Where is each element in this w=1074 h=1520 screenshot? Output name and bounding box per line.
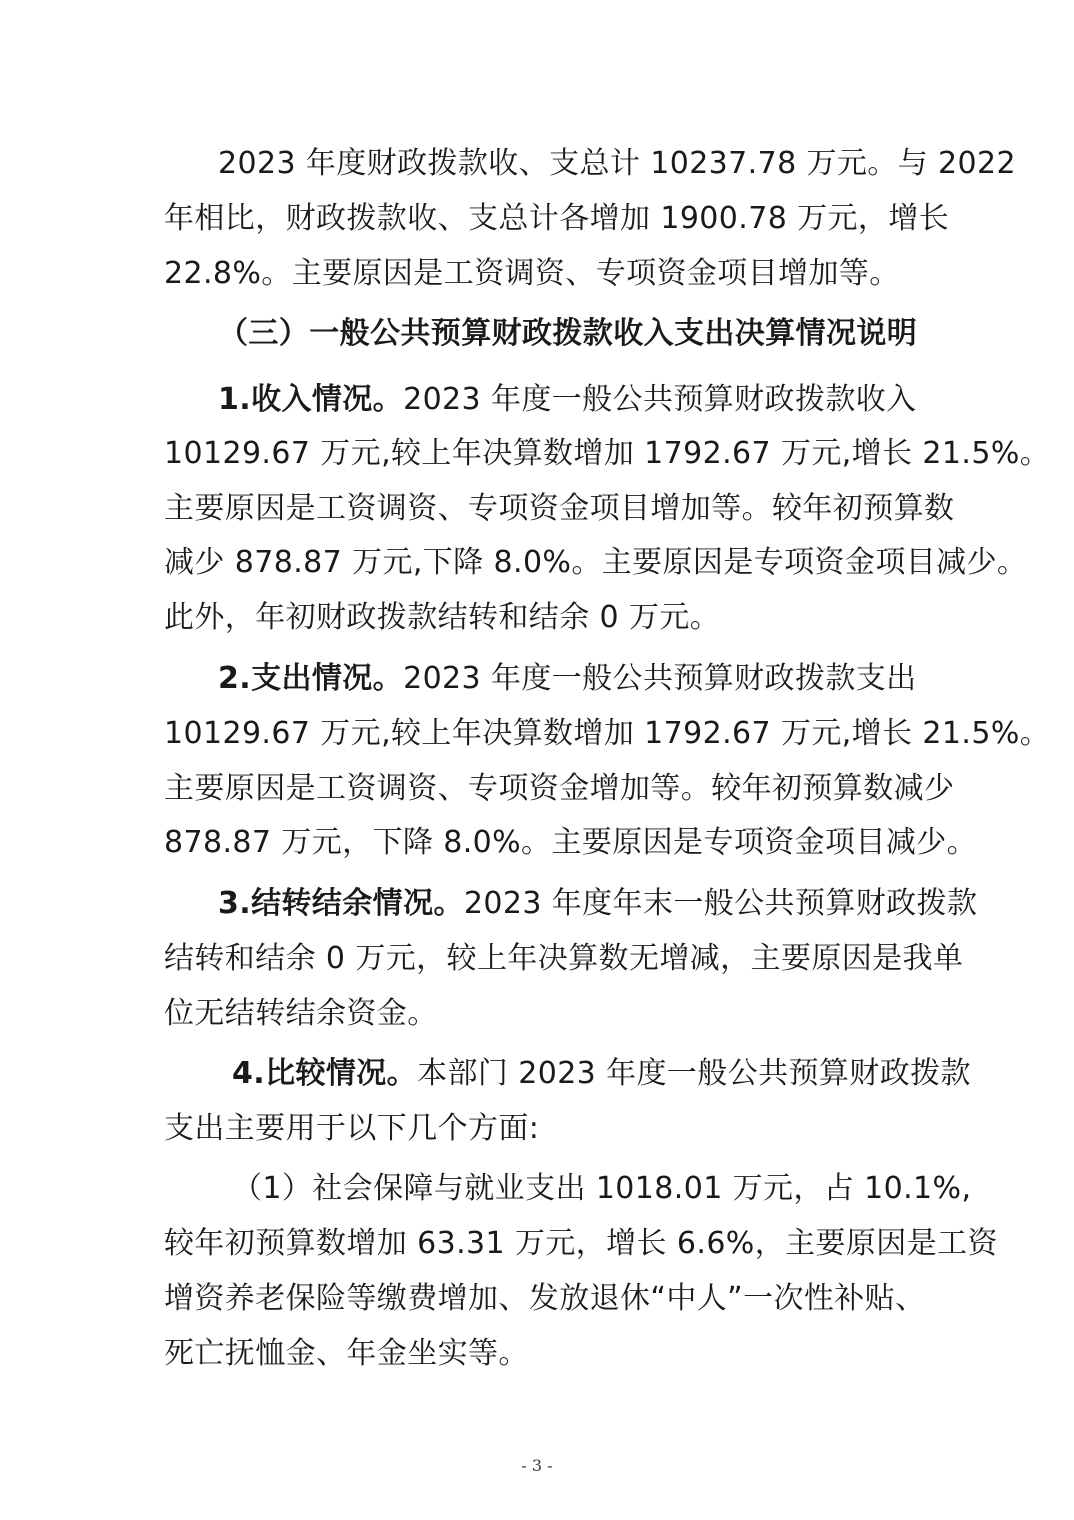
expense-line3: 主要原因是工资调资、专项资金增加等。较年初预算数减少 bbox=[164, 771, 955, 806]
item1-line3: 增资养老保险等缴费增加、发放退休“中人”一次性补贴、 bbox=[164, 1281, 926, 1316]
carryover-label: 3.结转结余情况。 bbox=[218, 886, 464, 921]
carryover-line2: 结转和结余 0 万元，较上年决算数无增减，主要原因是我单 bbox=[164, 941, 964, 976]
income-line4: 减少 878.87 万元,下降 8.0%。主要原因是专项资金项目减少。 bbox=[164, 545, 1028, 580]
income-line5: 此外，年初财政拨款结转和结余 0 万元。 bbox=[164, 600, 721, 635]
item1-line4: 死亡抚恤金、年金坐实等。 bbox=[164, 1336, 529, 1371]
para1-line2: 年相比，财政拨款收、支总计各增加 1900.78 万元，增长 bbox=[164, 201, 950, 236]
carryover-line3: 位无结转结余资金。 bbox=[164, 996, 438, 1031]
item1-line2: 较年初预算数增加 63.31 万元，增长 6.6%，主要原因是工资 bbox=[164, 1226, 998, 1261]
expense-line1 bbox=[218, 661, 917, 697]
income-label: 1.收入情况。 bbox=[218, 382, 404, 417]
para1-line3: 22.8%。主要原因是工资调资、专项资金项目增加等。 bbox=[164, 256, 900, 291]
carryover-line1 bbox=[218, 886, 978, 922]
page-number: - 3 - bbox=[521, 1456, 553, 1475]
expense-line1-text: 2023 年度一般公共预算财政拨款支出 bbox=[403, 661, 917, 696]
expense-line2: 10129.67 万元,较上年决算数增加 1792.67 万元,增长 21.5%。 bbox=[164, 716, 1051, 751]
income-line1-text: 2023 年度一般公共预算财政拨款收入 bbox=[403, 382, 917, 417]
income-line2: 10129.67 万元,较上年决算数增加 1792.67 万元,增长 21.5%。 bbox=[164, 436, 1051, 471]
section-heading: （三）一般公共预算财政拨款收入支出决算情况说明 bbox=[218, 316, 918, 351]
income-line1 bbox=[218, 382, 917, 418]
compare-line1 bbox=[232, 1056, 971, 1092]
compare-line2: 支出主要用于以下几个方面: bbox=[164, 1111, 540, 1146]
compare-line1-text: 本部门 2023 年度一般公共预算财政拨款 bbox=[417, 1056, 971, 1091]
income-line3: 主要原因是工资调资、专项资金项目增加等。较年初预算数 bbox=[164, 491, 955, 526]
compare-label: 4.比较情况。 bbox=[232, 1056, 418, 1091]
expense-line4: 878.87 万元，下降 8.0%。主要原因是专项资金项目减少。 bbox=[164, 825, 978, 860]
carryover-line1-text: 2023 年度年末一般公共预算财政拨款 bbox=[463, 886, 978, 921]
item1-line1: （1）社会保障与就业支出 1018.01 万元，占 10.1%, bbox=[232, 1171, 972, 1206]
expense-label: 2.支出情况。 bbox=[218, 661, 404, 696]
para1-line1: 2023 年度财政拨款收、支总计 10237.78 万元。与 2022 bbox=[218, 146, 1016, 181]
